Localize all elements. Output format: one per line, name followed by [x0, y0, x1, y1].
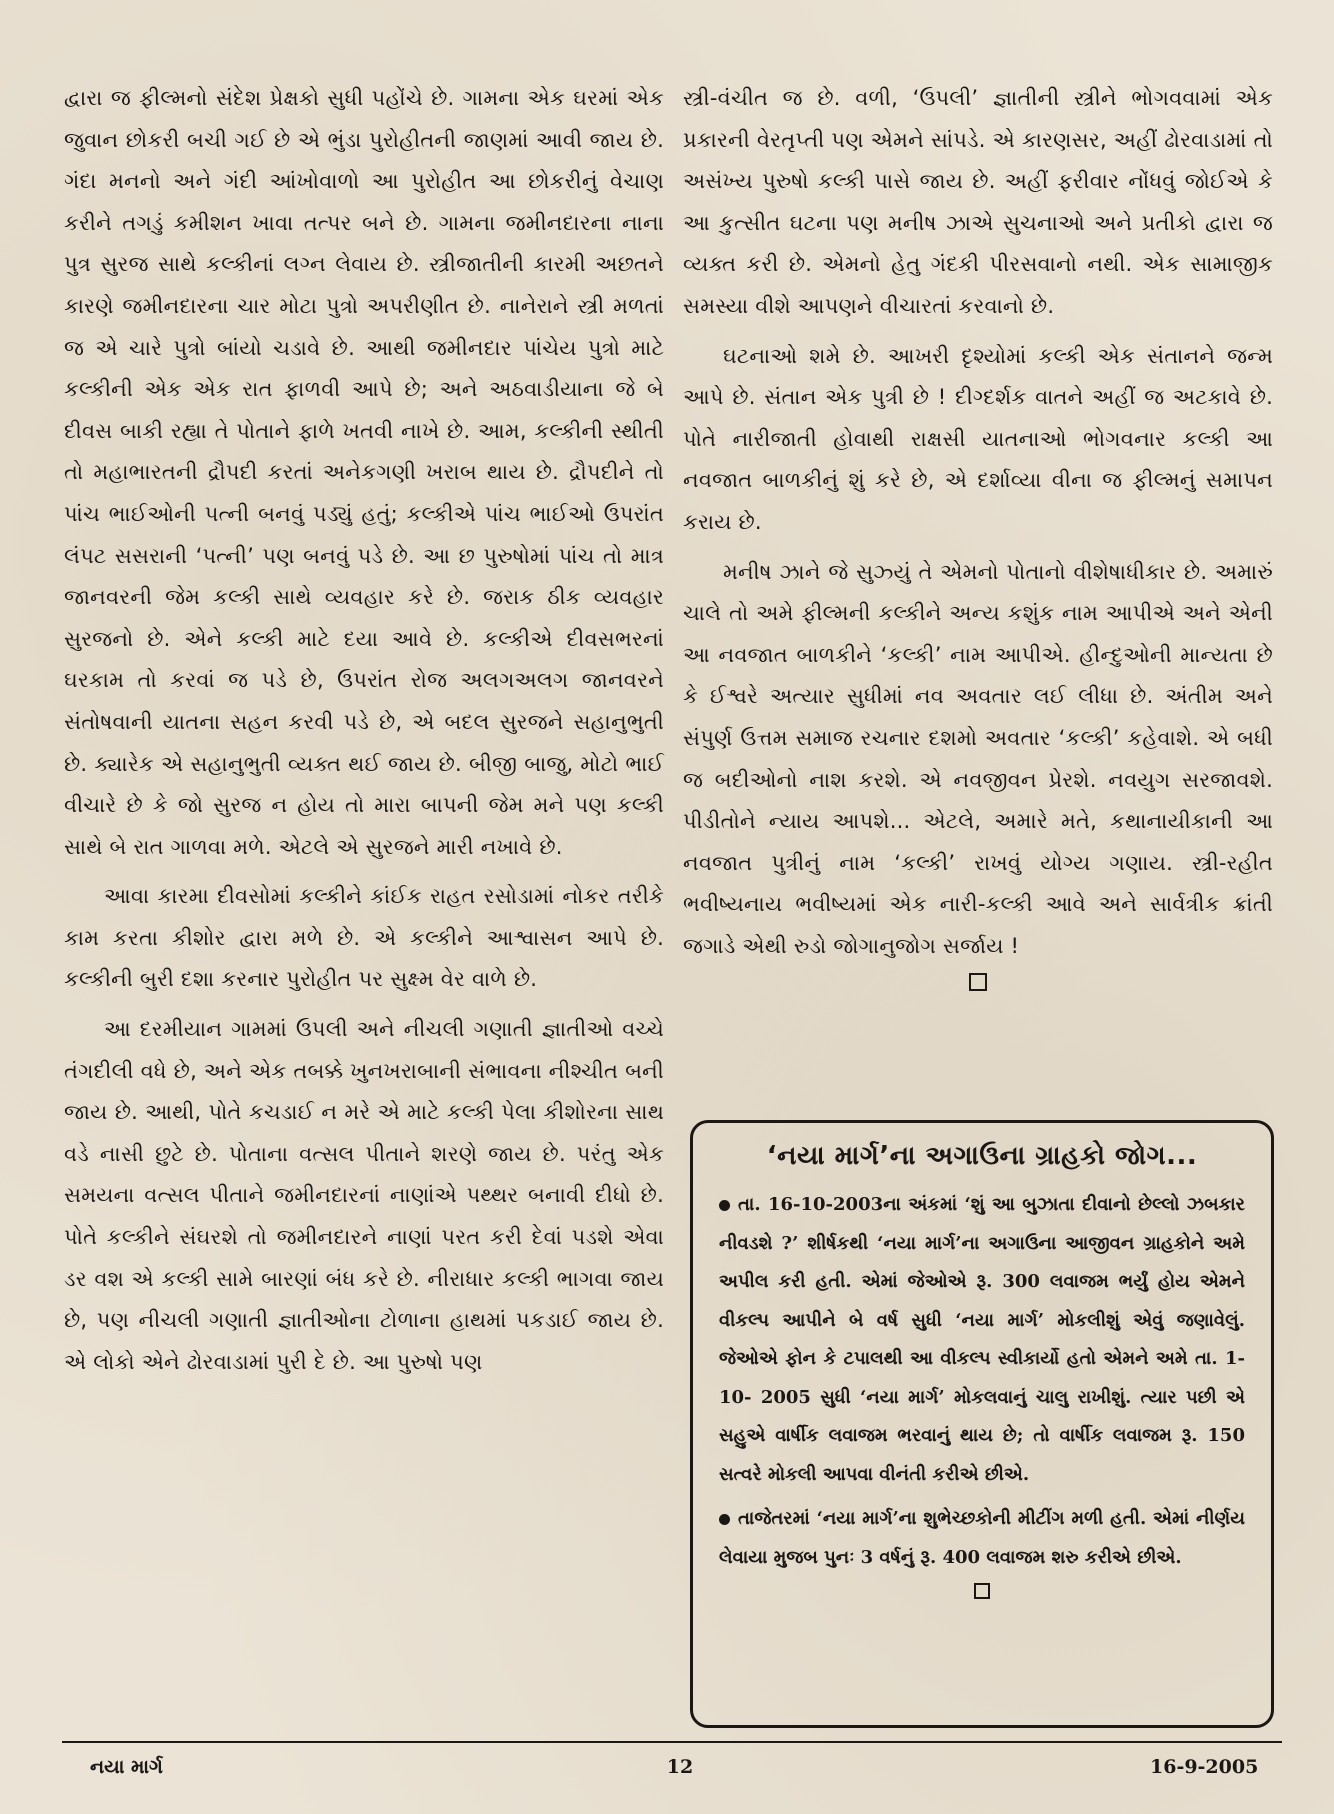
- subscriber-notice-box: [690, 1120, 1274, 1728]
- left-column: [64, 78, 664, 1383]
- notice-item-text: તાજેતરમાં ‘નયા માર્ગ’ના શુભેચ્છકોની મીટીંગ મળી હતી. એમાં નીર્ણય લેવાયા મુજબ પુનઃ 3 વર્ષનું રૂ. 400 લવાજમ શરુ કરીએ છીએ.: [719, 1508, 1245, 1568]
- right-column: [683, 78, 1273, 991]
- article-paragraph: દ્વારા જ ફીલ્મનો સંદેશ પ્રેક્ષકો સુધી પહોંચે છે. ગામના એક ઘરમાં એક જુવાન છોકરી બચી ગઈ છે એ ભુંડા પુરોહીતની જાણમાં આવી જાય છે. ગંદા મનનો અને ગંદી આંખોવાળો આ પુરોહીત આ છોકરીનું વેચાણ કરીને તગડું કમીશન ખાવા તત્પર બને છે. ગામના જમીનદારના નાના પુત્ર સુરજ સાથે કલ્કીનાં લગ્ન લેવાય છે. સ્ત્રીજાતીની કારમી અછતને કારણે જમીનદારના ચાર મોટા પુત્રો અપરીણીત છે. નાનેરાને સ્ત્રી મળતાં જ એ ચારે પુત્રો બાંયો ચડાવે છે. આથી જમીનદાર પાંચેય પુત્રો માટે કલ્કીની એક એક રાત ફાળવી આપે છે; અને અઠવાડીયાના જે બે દીવસ બાકી રહ્યા તે પોતાને ફાળે ખતવી નાખે છે. આમ, કલ્કીની સ્થીતી તો મહાભારતની દ્રૌપદી કરતાં અનેકગણી ખરાબ થાય છે. દ્રૌપદીને તો પાંચ ભાઈઓની પત્ની બનવું પડ્યું હતું; કલ્કીએ પાંચ ભાઈઓ ઉપરાંત લંપટ સસરાની ‘પત્ની’ પણ બનવું પડે છે. આ છ પુરુષોમાં પાંચ તો માત્ર જાનવરની જેમ કલ્કી સાથે વ્યવહાર કરે છે. જરાક ઠીક વ્યવહાર સુરજનો છે. એને કલ્કી માટે દયા આવે છે. કલ્કીએ દીવસભરનાં ઘરકામ તો કરવાં જ પડે છે, ઉપરાંત રોજ અલગઅલગ જાનવરને સંતોષવાની યાતના સહન કરવી પડે છે, એ બદલ સુરજને સહાનુભુતી છે. ક્યારેક એ સહાનુભુતી વ્યક્ત થઈ જાય છે. બીજી બાજુ, મોટો ભાઈ વીચારે છે કે જો સુરજ ન હોય તો મારા બાપની જેમ મને પણ કલ્કી સાથે બે રાત ગાળવા મળે. એટલે એ સુરજને મારી નખાવે છે.: [64, 86, 664, 859]
- notice-title: ‘નયા માર્ગ’ના અગાઉના ગ્રાહકો જોગ...: [766, 1141, 1198, 1171]
- article-paragraph: ઘટનાઓ શમે છે. આખરી દૃશ્યોમાં કલ્કી એક સંતાનને જન્મ આપે છે. સંતાન એક પુત્રી છે ! દીગ્દર્શક વાતને અહીં જ અટકાવે છે. પોતે નારીજાતી હોવાથી રાક્ષસી યાતનાઓ ભોગવનાર કલ્કી આ નવજાત બાળકીનું શું કરે છે, એ દર્શાવ્યા વીના જ ફીલ્મનું સમાપન કરાય છે.: [683, 343, 1273, 534]
- notice-item: [719, 1500, 1245, 1577]
- bullet-icon: [719, 1200, 730, 1211]
- article-paragraph: આવા કારમા દીવસોમાં કલ્કીને કાંઈક રાહત રસોડામાં નોકર તરીકે કામ કરતા કીશોર દ્વારા મળે છે. એ કલ્કીને આશ્વાસન આપે છે. કલ્કીની બુરી દશા કરનાર પુરોહીત પર સુક્ષ્મ વેર વાળે છે.: [64, 884, 664, 992]
- notice-item: [719, 1186, 1245, 1494]
- article-paragraph: આ દરમીયાન ગામમાં ઉપલી અને નીચલી ગણાતી જ્ઞાતીઓ વચ્ચે તંગદીલી વધે છે, અને એક તબક્કે ખુનખરાબાની સંભાવના નીશ્ચીત બની જાય છે. આથી, પોતે કચડાઈ ન મરે એ માટે કલ્કી પેલા કીશોરના સાથ વડે નાસી છુટે છે. પોતાના વત્સલ પીતાને શરણે જાય છે. પરંતુ એક સમયના વત્સલ પીતાને જમીનદારનાં નાણાંએ પથ્થર બનાવી દીધો છે. પોતે કલ્કીને સંઘરશે તો જમીનદારને નાણાં પરત કરી દેવાં પડશે એવા ડર વશ એ કલ્કી સામે બારણાં બંધ કરે છે. નીરાધાર કલ્કી ભાગવા જાય છે, પણ નીચલી ગણાતી જ્ઞાતીઓના ટોળાના હાથમાં પકડાઈ જાય છે. એ લોકો એને ઢોરવાડામાં પુરી દે છે. આ પુરુષો પણ: [64, 1017, 664, 1374]
- article-paragraph: સ્ત્રી-વંચીત જ છે. વળી, ‘ઉપલી’ જ્ઞાતીની સ્ત્રીને ભોગવવામાં એક પ્રકારની વેરતૃપ્તી પણ એમને સાંપડે. એ કારણસર, અહીં ઢોરવાડામાં તો અસંખ્ય પુરુષો કલ્કી પાસે જાય છે. અહીં ફરીવાર નોંધવું જોઈએ કે આ કુત્સીત ઘટના પણ મનીષ ઝાએ સુચનાઓ અને પ્રતીકો દ્વારા જ વ્યક્ત કરી છે. એમનો હેતુ ગંદકી પીરસવાનો નથી. એક સામાજીક સમસ્યા વીશે આપણને વીચારતાં કરવાનો છે.: [683, 86, 1273, 318]
- article-paragraph: મનીષ ઝાને જે સુઝ્યું તે એમનો પોતાનો વીશેષાધીકાર છે. અમારું ચાલે તો અમે ફીલ્મની કલ્કીને અન્ય કશુંક નામ આપીએ અને એની આ નવજાત બાળકીને ‘કલ્કી’ નામ આપીએ. હીન્દુઓની માન્યતા છે કે ઈશ્વરે અત્યાર સુધીમાં નવ અવતાર લઈ લીધા છે. અંતીમ અને સંપુર્ણ ઉત્તમ સમાજ રચનાર દશમો અવતાર ‘કલ્કી’ કહેવાશે. એ બધી જ બદીઓનો નાશ કરશે. એ નવજીવન પ્રેરશે. નવયુગ સરજાવશે. પીડીતોને ન્યાય આપશે... એટલે, અમારે મતે, કથાનાયીકાની આ નવજાત પુત્રીનું નામ ‘કલ્કી’ રાખવું યોગ્ય ગણાય. સ્ત્રી-રહીત ભવીષ્યનાય ભવીષ્યમાં એક નારી-કલ્કી આવે અને સાર્વત્રીક ક્રાંતી જગાડે એથી રુડો જોગાનુજોગ સર્જાય !: [683, 559, 1273, 958]
- article-end-mark: [969, 973, 987, 991]
- footer-rule: [62, 1741, 1282, 1743]
- bullet-icon: [719, 1514, 730, 1525]
- notice-end-mark: [974, 1583, 990, 1599]
- page-number: 12: [666, 1756, 694, 1778]
- issue-date: 16-9-2005: [1150, 1756, 1259, 1778]
- notice-item-text: તા. 16-10-2003ના અંકમાં ‘શું આ બુઝાતા દીવાનો છેલ્લો ઝબકાર નીવડશે ?’ શીર્ષકથી ‘નયા માર્ગ’ના અગાઉના આજીવન ગ્રાહકોને અમે અપીલ કરી હતી. એમાં જેઓએ રૂ. 300 લવાજમ ભર્યું હોય એમને વીકલ્પ આપીને બે વર્ષ સુધી ‘નયા માર્ગ’ મોકલીશું એવું જણાવેલું. જેઓએ ફોન કે ટપાલથી આ વીકલ્પ સ્વીકાર્યો હતો એમને અમે તા. 1-10- 2005 સુધી ‘નયા માર્ગ’ મોકલવાનું ચાલુ રાખીશું. ત્યાર પછી એ સહુએ વાર્ષીક લવાજમ ભરવાનું થાય છે; તો વાર્ષીક લવાજમ રૂ. 150 સત્વરે મોકલી આપવા વીનંતી કરીએ છીએ.: [719, 1194, 1245, 1485]
- publication-name: નયા માર્ગ: [90, 1756, 163, 1778]
